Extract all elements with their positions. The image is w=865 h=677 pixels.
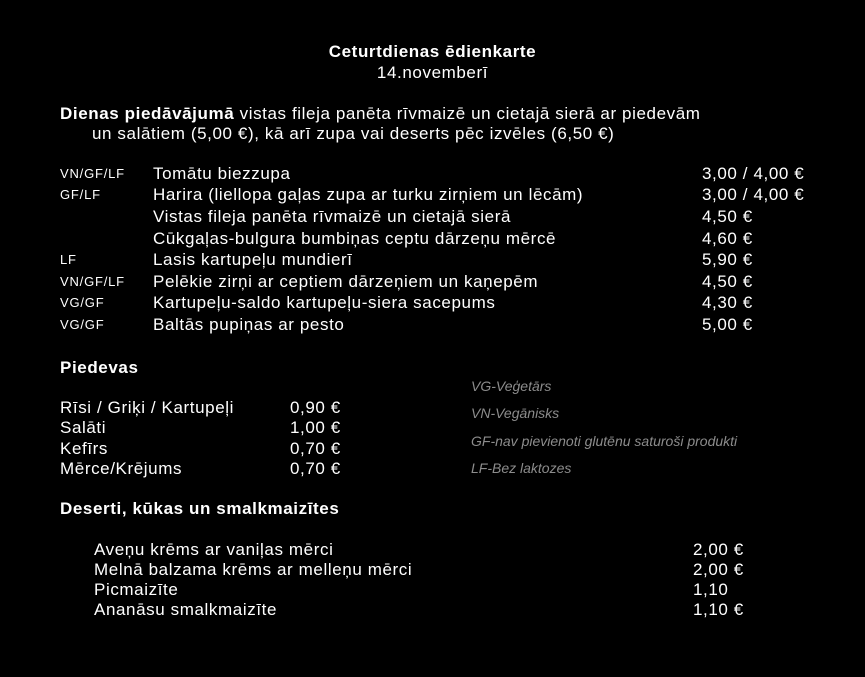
dessert-name: Picmaizīte [94,580,179,599]
sides-heading: Piedevas [60,358,139,377]
daily-offer [60,104,701,124]
legend-item: VN-Vegānisks [471,405,560,421]
daily-offer-text-continued: un salātiem (5,00 €), kā arī zupa vai deserts pēc izvēles (6,50 €) [92,124,615,143]
diet-tag: VG/GF [60,317,105,332]
dessert-name: Ananāsu smalkmaizīte [94,600,278,619]
dish-name: Cūkgaļas-bulgura bumbiņas ceptu dārzeņu mērcē [153,229,557,248]
menu-date: 14.novemberī [376,63,489,82]
dish-price: 3,00 / 4,00 € [702,164,805,183]
side-price: 0,70 € [290,439,341,458]
legend-item: LF-Bez laktozes [471,460,572,476]
dessert-price: 2,00 € [693,560,744,579]
desserts-heading: Deserti, kūkas un smalkmaizītes [60,499,340,518]
dish-price: 5,90 € [702,250,753,269]
dessert-price: 2,00 € [693,540,744,559]
dish-name: Lasis kartupeļu mundierī [153,250,353,269]
diet-tag: LF [60,252,77,267]
dish-name: Baltās pupiņas ar pesto [153,315,345,334]
dish-price: 4,30 € [702,293,753,312]
dish-price: 4,50 € [702,272,753,291]
daily-offer-label: Dienas piedāvājumā [60,104,235,123]
dish-name: Kartupeļu-saldo kartupeļu-siera sacepums [153,293,496,312]
menu-title: Ceturtdienas ēdienkarte [328,42,537,61]
side-price: 1,00 € [290,418,341,437]
legend-item: VG-Veģetārs [471,378,552,394]
dessert-price: 1,10 € [693,600,744,619]
side-price: 0,90 € [290,398,341,417]
diet-tag: VN/GF/LF [60,166,125,181]
dish-price: 5,00 € [702,315,753,334]
dessert-name: Aveņu krēms ar vaniļas mērci [94,540,334,559]
dish-price: 4,50 € [702,207,753,226]
side-name: Salāti [60,418,107,437]
diet-tag: VN/GF/LF [60,274,125,289]
dish-price: 4,60 € [702,229,753,248]
dish-name: Harira (liellopa gaļas zupa ar turku zirņiem un lēcām) [153,185,584,204]
side-price: 0,70 € [290,459,341,478]
legend-item: GF-nav pievienoti glutēnu saturoši produkti [471,433,738,449]
dish-name: Pelēkie zirņi ar ceptiem dārzeņiem un kaņepēm [153,272,539,291]
diet-tag: GF/LF [60,187,101,202]
dessert-price: 1,10 [693,580,729,599]
dessert-name: Melnā balzama krēms ar melleņu mērci [94,560,413,579]
dish-name: Tomātu biezzupa [153,164,291,183]
side-name: Mērce/Krējums [60,459,183,478]
dish-name: Vistas fileja panēta rīvmaizē un cietajā sierā [153,207,512,226]
dish-price: 3,00 / 4,00 € [702,185,805,204]
side-name: Rīsi / Griķi / Kartupeļi [60,398,235,417]
side-name: Kefīrs [60,439,109,458]
diet-tag: VG/GF [60,295,105,310]
daily-offer-text: vistas fileja panēta rīvmaizē un cietajā sierā ar piedevām [234,104,701,123]
